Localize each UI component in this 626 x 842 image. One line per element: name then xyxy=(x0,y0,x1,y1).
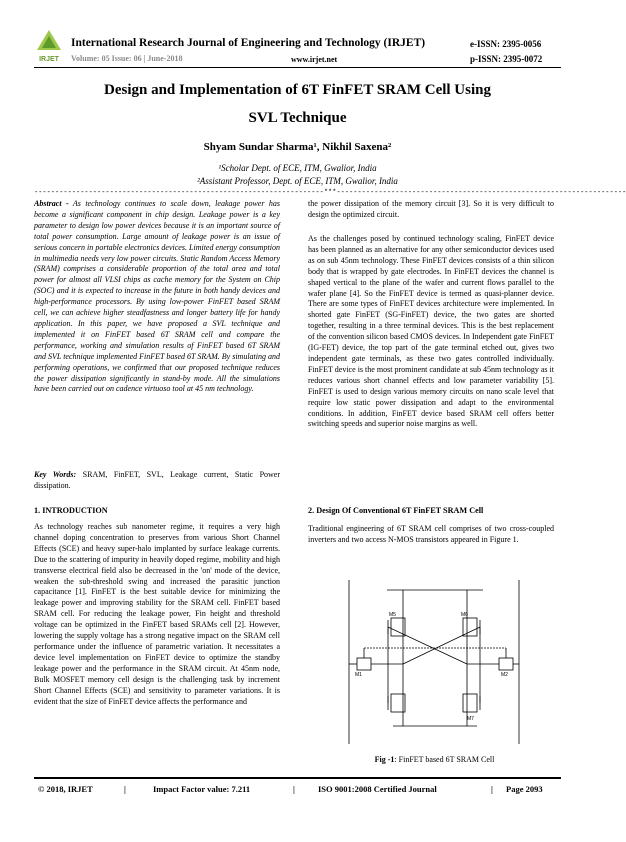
affiliation-2: ²Assistant Professor, Dept. of ECE, ITM, Gwalior, India xyxy=(197,176,398,186)
intro-text: As technology reaches sub nanometer regime, it requires a very high channel doping concentration to preserves from various Short Channel Effects (SCE) and heavy super-halo implanted by surface leakage currents. Due to the scattering of impurity in heavily doped regime, mobility and high transverse electrical field also be decreased in the 'on' mode of the device, weaken the sub-threshold swing and increased the parasitic junction capacitance [1]. FinFET is the best suitable device for minimizing the leakage power and improving stability for the SRAM cell. FinFET based SRAM cell. For reducing the leakage power, Fin height and threshold voltage can be optimized in the FinFET based SRAMs cell [2]. However, lowering the supply voltage has a strong negative impact on the SRAM cell performance under the influence of parametric variation. It necessitates a device level implementation on FinFET device to optimize the standby leakage power and the performance in the SRAM circuit. At 45nm node, Bulk MOSFET memory cell design is the challenging task by increment Short Channel Effects (SCE) and sensitivity to parameter variations. It is evident that the size of FinFET device affects the performance and xyxy=(34,522,280,706)
footer-rule xyxy=(34,777,561,779)
journal-website[interactable]: www.irjet.net xyxy=(291,55,338,64)
journal-title: International Research Journal of Engineering and Technology (IRJET) xyxy=(71,37,426,49)
keywords-text: SRAM, FinFET, SVL, Leakage current, Static Power dissipation. xyxy=(34,470,281,490)
label-m2: M2 xyxy=(501,672,508,678)
footer-sep-2: | xyxy=(293,784,295,794)
footer-iso: ISO 9001:2008 Certified Journal xyxy=(318,784,437,794)
paper-title-line2: SVL Technique xyxy=(248,110,347,126)
figure-caption-label: Fig -1 xyxy=(374,755,395,764)
section-2-heading: 2. Design Of Conventional 6T FinFET SRAM Cell xyxy=(308,506,484,515)
label-m7: M7 xyxy=(467,716,474,722)
footer-sep-3: | xyxy=(491,784,493,794)
volume-issue: Volume: 05 Issue: 06 | June-2018 xyxy=(71,54,183,63)
label-m5: M5 xyxy=(389,612,396,618)
label-m1: M1 xyxy=(355,672,362,678)
right-para-1: the power dissipation of the memory circuit [3]. So it is very difficult to design the optimized circuit. xyxy=(308,199,554,219)
intro-heading: 1. INTRODUCTION xyxy=(34,506,108,515)
paper-title-line1: Design and Implementation of 6T FinFET SRAM Cell Using xyxy=(104,82,491,98)
footer-copyright: © 2018, IRJET xyxy=(38,784,93,794)
keywords-label: Key Words: xyxy=(34,470,77,479)
authors: Shyam Sundar Sharma¹, Nikhil Saxena² xyxy=(203,141,392,153)
sram-circuit-diagram xyxy=(343,576,525,746)
abstract-text: As technology continues to scale down, leakage power has become a significant component in chip design. Leakage power is a key parameter to design low power devices because it is an important source of total power consumption. Large amount of leakage power is an issue of serious concern in portable electronics devices. Limited energy consumption in multimedia needs very low power circuits. Static Random Access Memory (SRAM) comprises a considerable proportion of the total area and total power for almost all VLSI chips as cache memory for the System on Chip (SOC) and it is expected to increase in the future in both handy devices and high-performance processors. By using low-power FinFET based SRAM cell, we can achieve higher steadfastness and longer battery life for handy application. In this paper, we have proposed a SVL technique and implemented it on FinFET based 6T SRAM cell and compare the performance, working and simulation results of FinFET based 6T SRAM and SVL technique implemented FinFET based 6T SRAM. By simulating and performing operations, we confirmed that our proposed technique reduces the power dissipation significantly in stand-by mode. All the simulations have been carried out on cadence virtuoso tool at 45 nm technology. xyxy=(34,199,280,394)
footer-sep-1: | xyxy=(124,784,126,794)
abstract-label: Abstract - xyxy=(34,199,69,208)
eissn: e-ISSN: 2395-0056 xyxy=(470,39,542,49)
footer-page: Page 2093 xyxy=(506,784,543,794)
section-2-text: Traditional engineering of 6T SRAM cell comprises of two cross-coupled inverters and two access N-MOS transistors appeared in Figure 1. xyxy=(308,524,554,544)
label-m6: M6 xyxy=(461,612,468,618)
intro-body xyxy=(34,522,280,707)
abstract xyxy=(34,199,280,395)
footer-impact: Impact Factor value: 7.211 xyxy=(153,784,251,794)
right-para-2: As the challenges posed by continued technology scaling, FinFET device has been planned as an alternative for any other semiconductor devices used as on sub 45nm technology. These FinFET devices consists of a thin silicon body that is wrapped by gate electrodes. In FinFET devices the channel is shaped vertical to the plane of the wafer and current flows parallel to the wafer plane [4]. So the FinFET device is termed as quasi-planner device. There are some types of FinFET devices architecture were implemented. In shorted gate FinFET (SG-FinFET) device, the two gates are shorted together, resulting in a three terminal devices. This is the best replacement of the convention silicon based CMOS devices. In Independent gate FinFET (IG-FET) device, the top part of the gate terminal etched out, gives two independent gate terminals, as these two gates controlled individually. FinFET device is the most prominent candidate at sub 45nm technology as it reduces various short channel effects and low parameter variability [5]. FinFET is used to design various memory circuits on nano scale level that require low static power dissipation and adapt to the environmental conditions. In addition, FinFET device based SRAM cell offers better switching speeds and superior noise margins as well. xyxy=(308,234,554,429)
section-separator: ---------------------------------------------------------------------***--------------------------------------------------------------------- xyxy=(34,189,626,197)
pissn: p-ISSN: 2395-0072 xyxy=(470,54,543,64)
keywords xyxy=(34,470,280,492)
figure-caption xyxy=(308,755,561,764)
irjet-logo xyxy=(34,28,64,64)
affiliation-1: ¹Scholar Dept. of ECE, ITM, Gwalior, India xyxy=(218,163,377,173)
figure-caption-text: : FinFET based 6T SRAM Cell xyxy=(394,755,495,764)
header-rule xyxy=(34,67,561,68)
logo-text: IRJET xyxy=(39,56,59,63)
